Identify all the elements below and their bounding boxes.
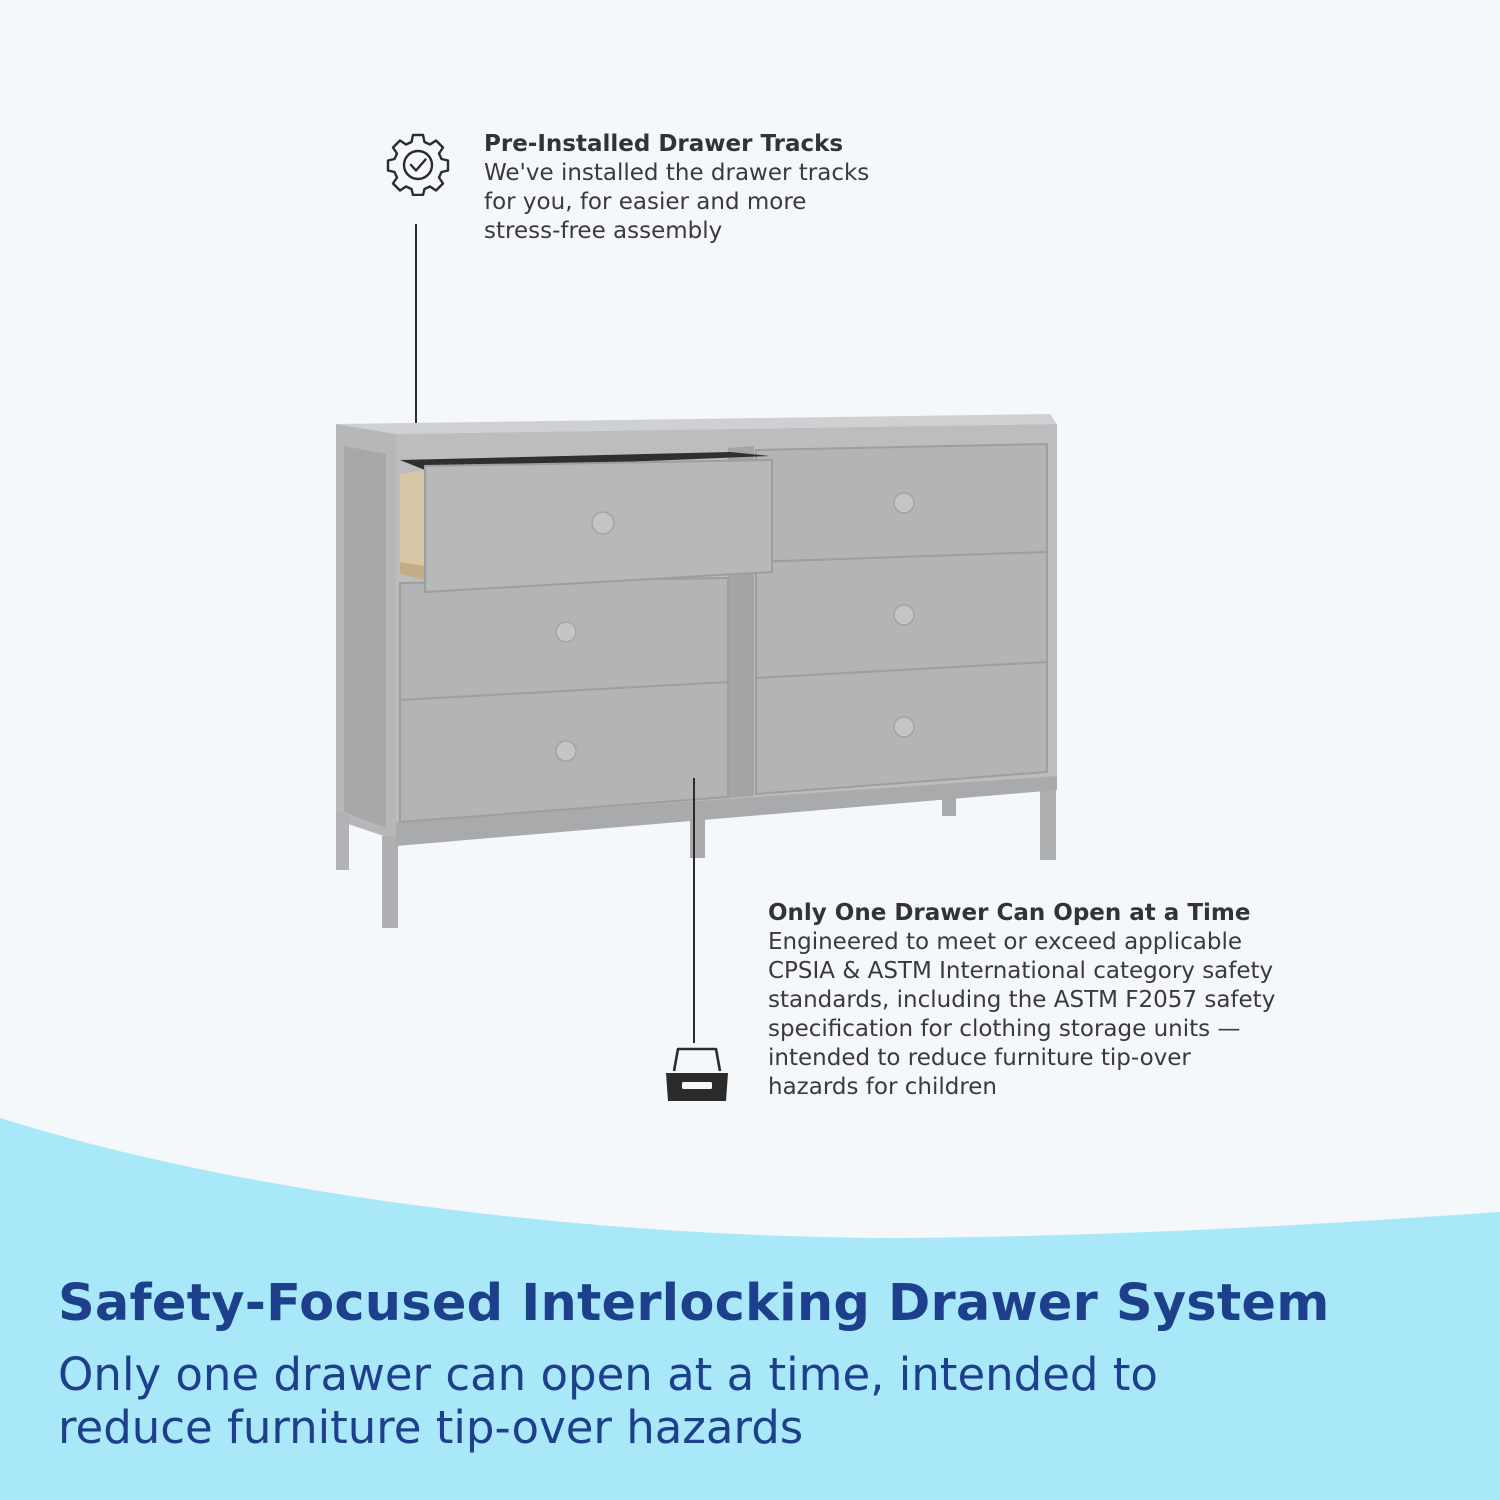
drawer-icon [664,1045,730,1103]
callout-body [484,159,944,246]
callout-body-line: stress-free assembly [484,218,723,244]
callout-body-line: specification for clothing storage units — [768,1016,1241,1042]
dresser-image [330,410,1065,935]
callout-drawer-tracks [484,130,944,246]
callout-body-line: hazards for children [768,1074,998,1100]
callout-body-line: Engineered to meet or exceed applicable [768,929,1243,955]
callout-body-line: We've installed the drawer tracks [484,160,870,186]
leader-line-interlock [693,778,695,1043]
callout-body-line: CPSIA & ASTM International category safety [768,958,1274,984]
page-title: Safety-Focused Interlocking Drawer System [58,1274,1330,1333]
callout-body-line: standards, including the ASTM F2057 safety [768,987,1276,1013]
callout-title: Only One Drawer Can Open at a Time [768,900,1251,926]
gear-check-icon [386,132,450,196]
callout-one-drawer [768,899,1348,1102]
subtitle-line: Only one drawer can open at a time, intended to [58,1348,1158,1401]
callout-body-line: for you, for easier and more [484,189,807,215]
subtitle-line: reduce furniture tip-over hazards [58,1401,804,1454]
page-subtitle [58,1348,1358,1454]
callout-title: Pre-Installed Drawer Tracks [484,131,844,157]
callout-body-line: intended to reduce furniture tip-over [768,1045,1191,1071]
callout-body [768,928,1348,1102]
